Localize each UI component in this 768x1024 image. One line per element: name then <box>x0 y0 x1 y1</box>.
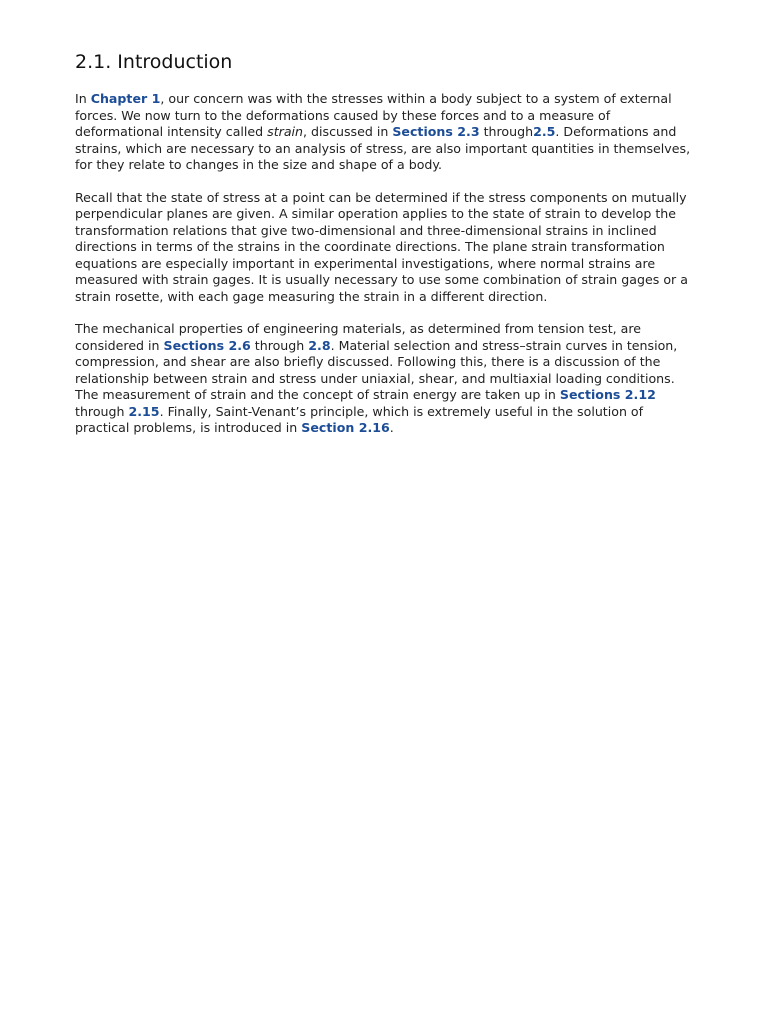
section-2-5-link[interactable]: 2.5 <box>533 124 556 139</box>
p3-text-5: . Finally, Saint-Venant’s principle, which is extremely useful in the solution of practical problems, is introduced in <box>75 403 644 435</box>
paragraph-1 <box>75 91 700 174</box>
p1-text-1: In <box>75 91 91 106</box>
document-page <box>75 50 700 453</box>
p3-text-1: The mechanical properties of engineering materials, as determined from tension test, are considered in <box>75 321 642 353</box>
p1-text-5: . Deformations and strains, which are necessary to an analysis of stress, are also important quantities in themselves, for they relate to changes in the size and shape of a body. <box>75 124 691 172</box>
strain-term: strain <box>267 124 304 139</box>
paragraph-3 <box>75 321 700 437</box>
p3-text-6: . <box>389 420 394 435</box>
chapter-1-link[interactable]: Chapter 1 <box>90 91 161 106</box>
section-2-15-link[interactable]: 2.15 <box>128 403 160 419</box>
p1-text-3: , discussed in <box>303 124 393 139</box>
p1-text-2: , our concern was with the stresses within a body subject to a system of external forces. We now turn to the deformations caused by these forces and to a measure of deformational intensity called <box>75 91 672 139</box>
paragraph-2: Recall that the state of stress at a point can be determined if the stress components on mutually perpendicular planes are given. A similar operation applies to the state of strain to develop the transformation relations that give two-dimensional and three-dimensional strains in inclined directions in terms of the strains in the coordinate directions. The plane strain transformation equations are especially important in experimental investigations, where normal strains are measured with strain gages. It is usually necessary to use some combination of strain gages or a strain rosette, with each gage measuring the strain in a different direction. <box>75 189 688 304</box>
p3-text-3: . Material selection and stress–strain curves in tension, compression, and shear are also briefly discussed. Following this, there is a discussion of the relationship between strain and stress under uniaxial, shear, and multiaxial loading conditions. The measurement of strain and the concept of strain energy are taken up in <box>75 337 678 402</box>
section-2-16-link[interactable]: Section 2.16 <box>301 420 390 435</box>
section-title: 2.1. Introduction <box>75 51 233 73</box>
p3-text-2: through <box>250 337 309 353</box>
sections-2-3-link[interactable]: Sections 2.3 <box>392 124 480 139</box>
p1-text-4: through <box>479 124 534 139</box>
sections-2-12-link[interactable]: Sections 2.12 <box>559 387 656 402</box>
sections-2-6-link[interactable]: Sections 2.6 <box>163 337 251 353</box>
section-2-8-link[interactable]: 2.8 <box>308 337 331 353</box>
p3-text-4: through <box>75 403 129 419</box>
